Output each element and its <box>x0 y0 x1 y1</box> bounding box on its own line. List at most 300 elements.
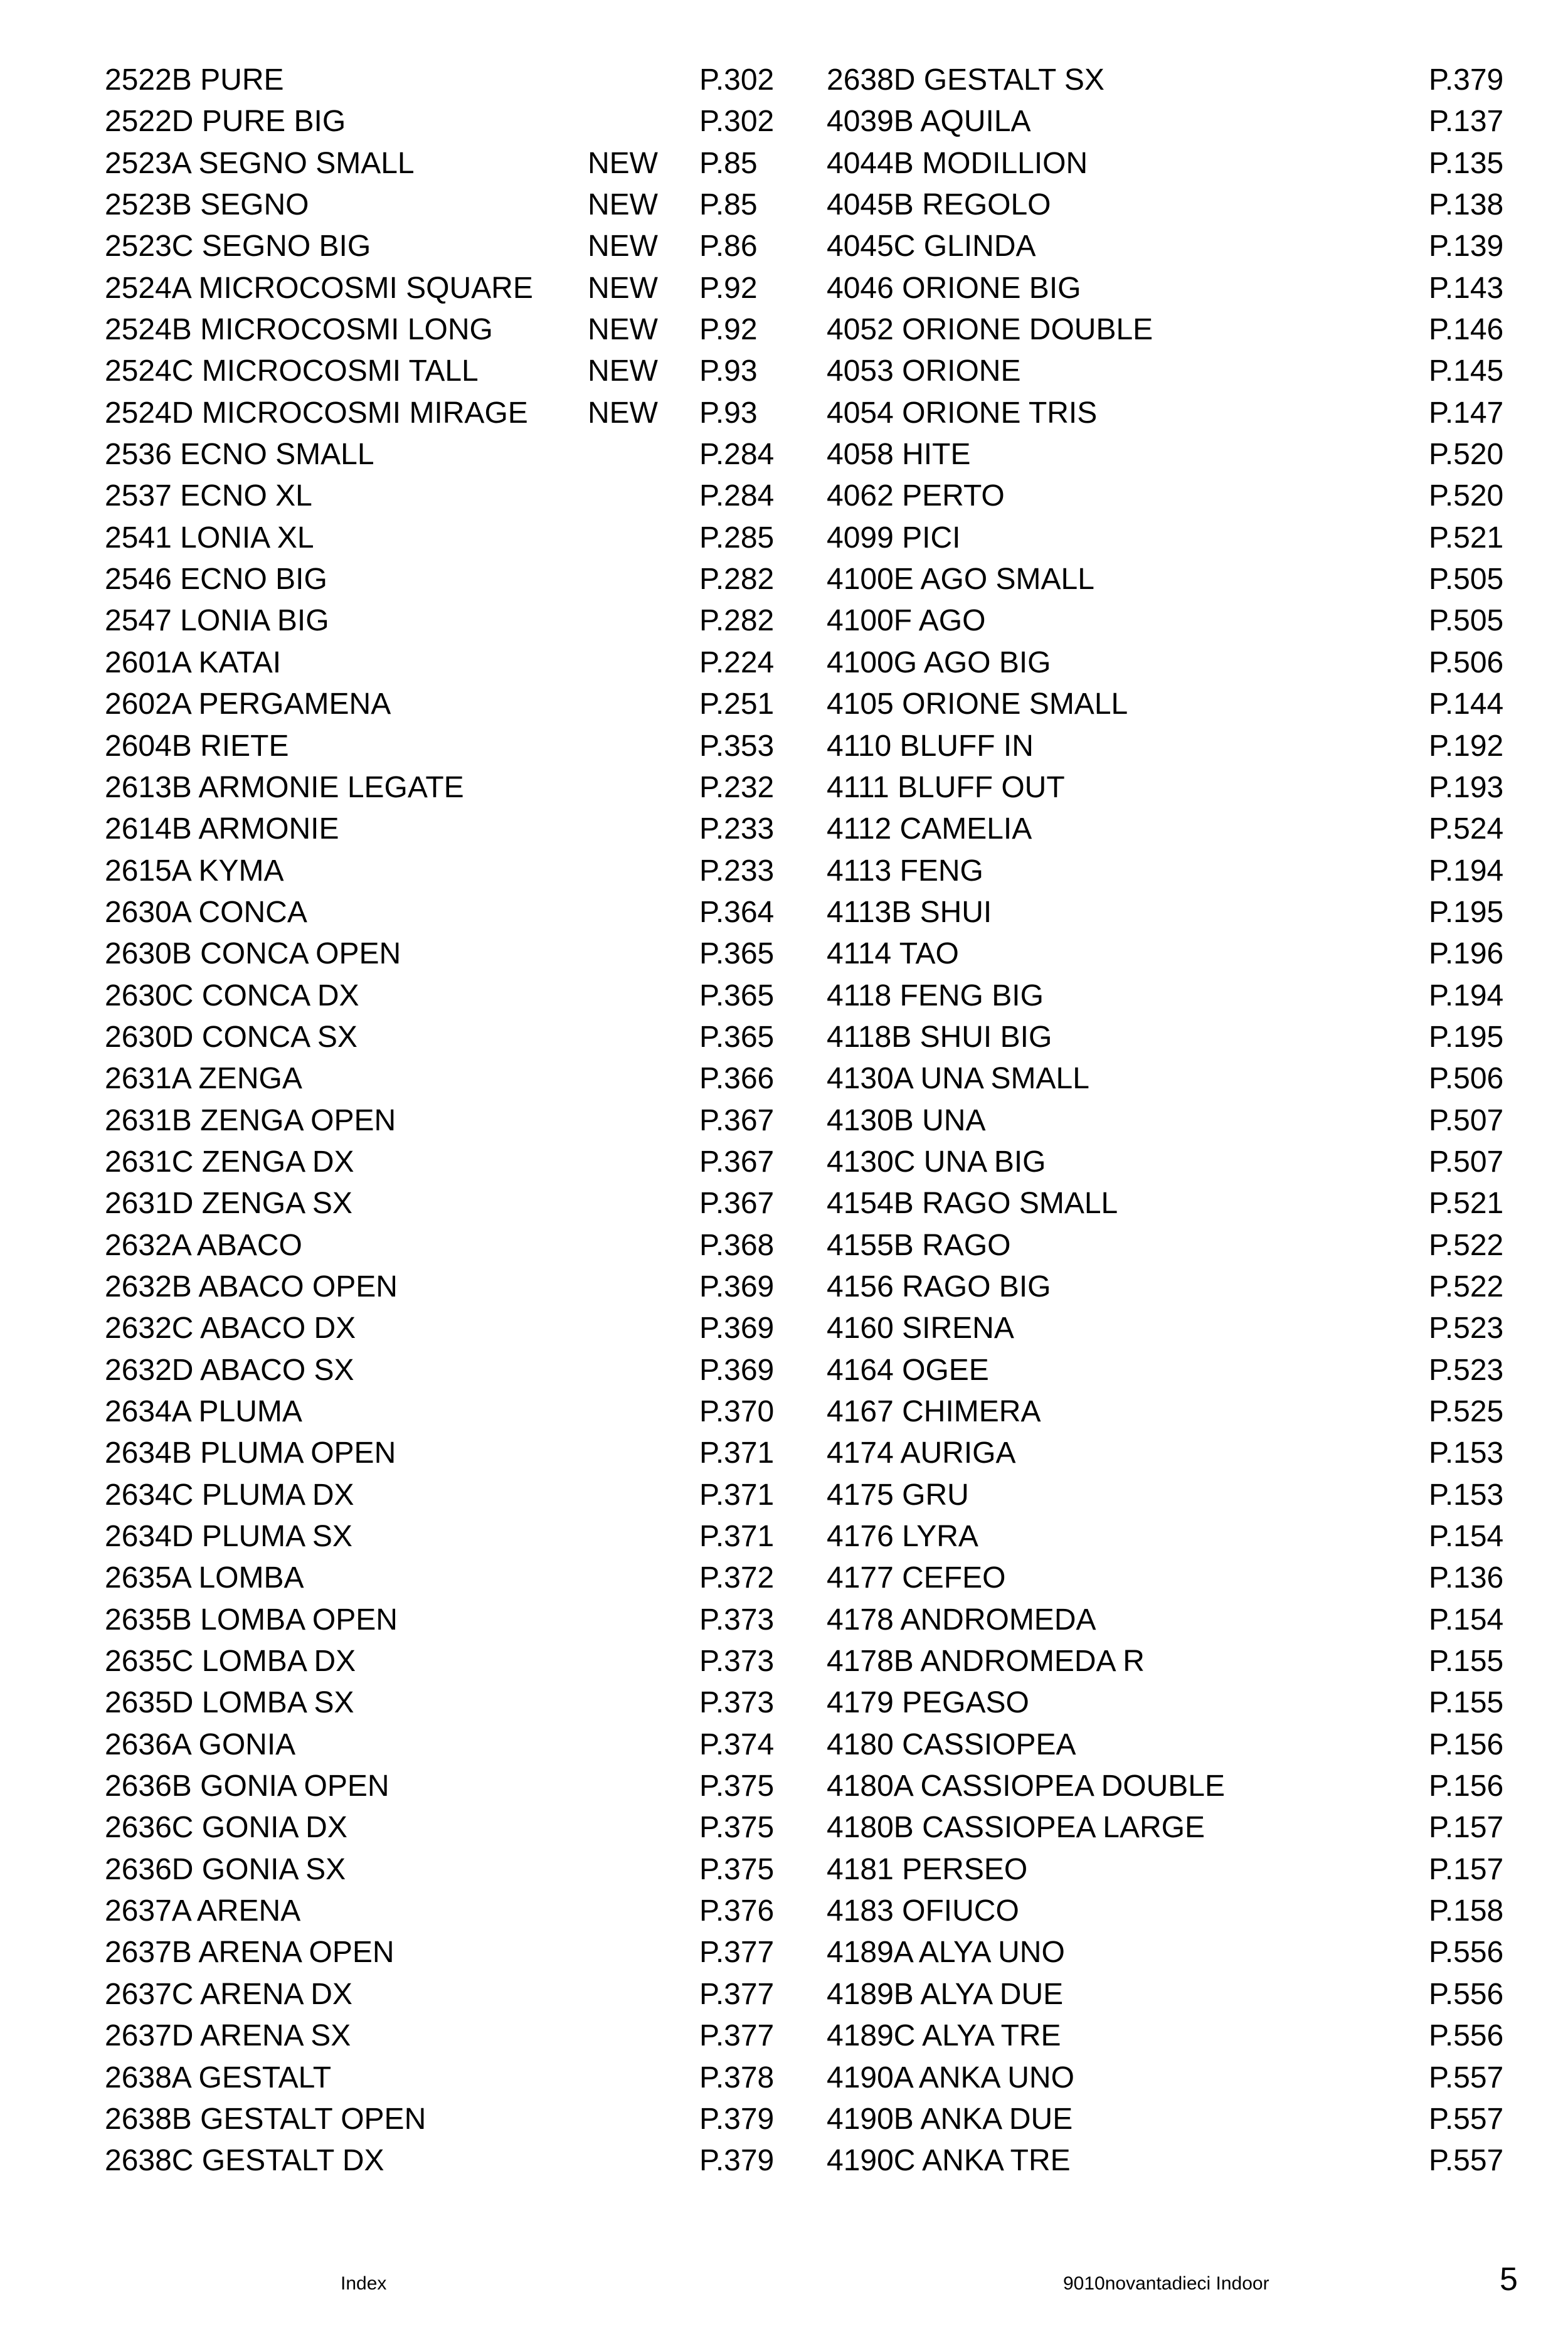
entry-page-ref: P.302 <box>699 63 775 97</box>
index-row <box>827 851 1510 892</box>
entry-label: 4164 OGEE <box>827 1353 989 1387</box>
entry-label: 2632B ABACO OPEN <box>105 1270 398 1303</box>
index-row <box>105 1183 820 1224</box>
entry-page-ref: P.524 <box>1429 812 1504 846</box>
index-row <box>105 642 820 684</box>
entry-label: 2634D PLUMA SX <box>105 1520 352 1554</box>
entry-label: 4058 HITE <box>827 438 971 472</box>
entry-page-ref: P.522 <box>1429 1228 1504 1262</box>
entry-label: 2630B CONCA OPEN <box>105 937 401 971</box>
index-row <box>105 1017 820 1058</box>
entry-label: 4190C ANKA TRE <box>827 2144 1071 2178</box>
entry-page-ref: P.195 <box>1429 895 1504 929</box>
index-row <box>105 1557 820 1599</box>
entry-label: 2524D MICROCOSMI MIRAGE <box>105 396 528 430</box>
entry-label: 4045C GLINDA <box>827 230 1036 263</box>
index-row <box>827 892 1510 933</box>
entry-label: 4181 PERSEO <box>827 1852 1028 1886</box>
entry-page-ref: P.282 <box>699 563 775 597</box>
entry-page-ref: P.85 <box>699 188 758 222</box>
entry-label: 2636A GONIA <box>105 1727 296 1761</box>
index-row <box>105 1600 820 1641</box>
entry-page-ref: P.194 <box>1429 854 1504 888</box>
entry-page-ref: P.505 <box>1429 563 1504 597</box>
entry-page-ref: P.376 <box>699 1894 775 1928</box>
index-row <box>827 1724 1510 1766</box>
entry-page-ref: P.282 <box>699 604 775 638</box>
entry-page-ref: P.557 <box>1429 2061 1504 2094</box>
index-row <box>105 1766 820 1807</box>
entry-label: 4189C ALYA TRE <box>827 2019 1061 2053</box>
entry-page-ref: P.379 <box>1429 63 1504 97</box>
entry-page-ref: P.365 <box>699 937 775 971</box>
entry-page-ref: P.367 <box>699 1103 775 1137</box>
entry-page-ref: P.284 <box>699 438 775 472</box>
entry-label: 2536 ECNO SMALL <box>105 438 374 472</box>
entry-label: 2522B PURE <box>105 63 284 97</box>
entry-page-ref: P.375 <box>699 1769 775 1803</box>
entry-label: 2631D ZENGA SX <box>105 1187 352 1221</box>
index-row <box>105 809 820 850</box>
entry-page-ref: P.137 <box>1429 105 1504 139</box>
entry-label: 2523A SEGNO SMALL <box>105 146 415 180</box>
entry-page-ref: P.284 <box>699 479 775 513</box>
entry-page-ref: P.302 <box>699 105 775 139</box>
index-row <box>105 600 820 642</box>
index-row <box>827 559 1510 600</box>
entry-page-ref: P.145 <box>1429 354 1504 388</box>
entry-label: 2638C GESTALT DX <box>105 2144 384 2178</box>
index-row <box>105 517 820 559</box>
entry-page-ref: P.154 <box>1429 1520 1504 1554</box>
footer-section-label: Index <box>341 2273 387 2294</box>
index-row <box>827 1600 1510 1641</box>
entry-label: 4113B SHUI <box>827 895 992 929</box>
index-row <box>827 2140 1510 2182</box>
entry-page-ref: P.365 <box>699 979 775 1012</box>
index-row <box>827 226 1510 267</box>
entry-label: 2615A KYMA <box>105 854 284 888</box>
index-row <box>105 1641 820 1682</box>
entry-label: 2537 ECNO XL <box>105 479 312 513</box>
entry-page-ref: P.375 <box>699 1852 775 1886</box>
entry-page-ref: P.144 <box>1429 687 1504 721</box>
index-row <box>105 393 820 434</box>
entry-page-ref: P.154 <box>1429 1603 1504 1637</box>
entry-label: 4130B UNA <box>827 1103 986 1137</box>
index-row <box>827 2057 1510 2099</box>
index-row <box>827 1183 1510 1224</box>
entry-label: 2636B GONIA OPEN <box>105 1769 389 1803</box>
entry-label: 2637A ARENA <box>105 1894 301 1928</box>
entry-page-ref: P.136 <box>1429 1561 1504 1595</box>
entry-label: 4176 LYRA <box>827 1520 978 1554</box>
entry-label: 2546 ECNO BIG <box>105 563 327 597</box>
index-row <box>827 1433 1510 1474</box>
entry-page-ref: P.139 <box>1429 230 1504 263</box>
index-row <box>105 2099 820 2140</box>
entry-page-ref: P.195 <box>1429 1020 1504 1054</box>
entry-label: 2634B PLUMA OPEN <box>105 1436 396 1470</box>
index-row <box>827 2099 1510 2140</box>
entry-label: 2635B LOMBA OPEN <box>105 1603 398 1637</box>
entry-page-ref: P.369 <box>699 1270 775 1303</box>
entry-page-ref: P.507 <box>1429 1145 1504 1179</box>
index-row <box>105 475 820 517</box>
index-row <box>827 767 1510 809</box>
index-row <box>105 851 820 892</box>
entry-page-ref: P.521 <box>1429 521 1504 554</box>
index-row <box>105 2015 820 2057</box>
entry-label: 4189A ALYA UNO <box>827 1936 1065 1970</box>
index-row <box>105 1100 820 1142</box>
entry-label: 4177 CEFEO <box>827 1561 1006 1595</box>
index-row <box>827 309 1510 351</box>
index-row <box>105 1350 820 1391</box>
entry-label: 2630D CONCA SX <box>105 1020 358 1054</box>
entry-label: 2524B MICROCOSMI LONG <box>105 313 493 347</box>
entry-page-ref: P.525 <box>1429 1395 1504 1428</box>
index-row <box>105 2057 820 2099</box>
entry-page-ref: P.146 <box>1429 313 1504 347</box>
entry-page-ref: P.92 <box>699 271 758 305</box>
entry-label: 2604B RIETE <box>105 729 289 763</box>
index-row <box>827 184 1510 226</box>
index-row <box>105 975 820 1017</box>
entry-label: 2630A CONCA <box>105 895 307 929</box>
index-row <box>827 393 1510 434</box>
index-row <box>827 1225 1510 1266</box>
entry-label: 4099 PICI <box>827 521 961 554</box>
index-row <box>827 1475 1510 1516</box>
entry-page-ref: P.251 <box>699 687 775 721</box>
entry-page-ref: P.232 <box>699 770 775 804</box>
entry-label: 2523C SEGNO BIG <box>105 230 371 263</box>
index-row <box>827 684 1510 725</box>
entry-page-ref: P.371 <box>699 1478 775 1512</box>
entry-page-ref: P.367 <box>699 1187 775 1221</box>
entry-page-ref: P.93 <box>699 354 758 388</box>
entry-label: 4110 BLUFF IN <box>827 729 1034 763</box>
index-row <box>827 1017 1510 1058</box>
entry-label: 4190A ANKA UNO <box>827 2061 1074 2094</box>
entry-page-ref: P.378 <box>699 2061 775 2094</box>
new-badge: NEW <box>588 230 658 263</box>
index-row <box>827 60 1510 101</box>
entry-page-ref: P.523 <box>1429 1312 1504 1345</box>
entry-label: 2637C ARENA DX <box>105 1977 352 2011</box>
index-row <box>105 351 820 392</box>
entry-label: 2635D LOMBA SX <box>105 1686 354 1720</box>
entry-page-ref: P.371 <box>699 1520 775 1554</box>
entry-label: 2614B ARMONIE <box>105 812 339 846</box>
entry-page-ref: P.153 <box>1429 1478 1504 1512</box>
entry-label: 2602A PERGAMENA <box>105 687 391 721</box>
entry-label: 2632D ABACO SX <box>105 1353 354 1387</box>
index-row <box>105 184 820 226</box>
entry-label: 4100E AGO SMALL <box>827 563 1094 597</box>
entry-page-ref: P.158 <box>1429 1894 1504 1928</box>
entry-label: 2635A LOMBA <box>105 1561 304 1595</box>
index-row <box>105 2140 820 2182</box>
entry-label: 4175 GRU <box>827 1478 969 1512</box>
entry-page-ref: P.147 <box>1429 396 1504 430</box>
entry-label: 2635C LOMBA DX <box>105 1645 356 1679</box>
entry-label: 4156 RAGO BIG <box>827 1270 1051 1303</box>
entry-label: 4062 PERTO <box>827 479 1005 513</box>
entry-page-ref: P.373 <box>699 1645 775 1679</box>
entry-label: 4155B RAGO <box>827 1228 1011 1262</box>
entry-label: 4178 ANDROMEDA <box>827 1603 1096 1637</box>
entry-page-ref: P.157 <box>1429 1852 1504 1886</box>
entry-label: 2613B ARMONIE LEGATE <box>105 770 464 804</box>
entry-label: 4044B MODILLION <box>827 146 1088 180</box>
entry-page-ref: P.85 <box>699 146 758 180</box>
index-row <box>827 1266 1510 1308</box>
entry-page-ref: P.521 <box>1429 1187 1504 1221</box>
entry-page-ref: P.556 <box>1429 1936 1504 1970</box>
entry-page-ref: P.377 <box>699 2019 775 2053</box>
entry-label: 4113 FENG <box>827 854 983 888</box>
new-badge: NEW <box>588 396 658 430</box>
entry-label: 4100G AGO BIG <box>827 645 1051 679</box>
entry-page-ref: P.368 <box>699 1228 775 1262</box>
index-row <box>105 1142 820 1183</box>
entry-page-ref: P.196 <box>1429 937 1504 971</box>
entry-label: 4180A CASSIOPEA DOUBLE <box>827 1769 1225 1803</box>
index-row <box>827 1391 1510 1433</box>
entry-label: 2541 LONIA XL <box>105 521 314 554</box>
entry-page-ref: P.377 <box>699 1936 775 1970</box>
entry-page-ref: P.224 <box>699 645 775 679</box>
index-row <box>105 309 820 351</box>
index-row <box>827 809 1510 850</box>
index-row <box>827 642 1510 684</box>
entry-page-ref: P.353 <box>699 729 775 763</box>
entry-label: 2523B SEGNO <box>105 188 309 222</box>
entry-page-ref: P.367 <box>699 1145 775 1179</box>
entry-label: 2524C MICROCOSMI TALL <box>105 354 479 388</box>
entry-label: 4189B ALYA DUE <box>827 1977 1064 2011</box>
index-row <box>105 1225 820 1266</box>
entry-label: 2634C PLUMA DX <box>105 1478 354 1512</box>
entry-label: 2638D GESTALT SX <box>827 63 1104 97</box>
entry-page-ref: P.520 <box>1429 479 1504 513</box>
entry-page-ref: P.155 <box>1429 1645 1504 1679</box>
entry-page-ref: P.285 <box>699 521 775 554</box>
entry-page-ref: P.373 <box>699 1603 775 1637</box>
entry-label: 4118B SHUI BIG <box>827 1020 1052 1054</box>
entry-page-ref: P.369 <box>699 1312 775 1345</box>
entry-page-ref: P.155 <box>1429 1686 1504 1720</box>
new-badge: NEW <box>588 146 658 180</box>
index-row <box>105 1682 820 1724</box>
entry-label: 4130A UNA SMALL <box>827 1062 1089 1096</box>
entry-label: 4039B AQUILA <box>827 105 1031 139</box>
entry-label: 2638A GESTALT <box>105 2061 332 2094</box>
entry-label: 2547 LONIA BIG <box>105 604 329 638</box>
entry-page-ref: P.194 <box>1429 979 1504 1012</box>
index-row <box>105 892 820 933</box>
new-badge: NEW <box>588 188 658 222</box>
entry-label: 4183 OFIUCO <box>827 1894 1019 1928</box>
entry-label: 4114 TAO <box>827 937 959 971</box>
index-row <box>105 1266 820 1308</box>
entry-label: 2632C ABACO DX <box>105 1312 356 1345</box>
entry-label: 2636D GONIA SX <box>105 1852 346 1886</box>
entry-page-ref: P.557 <box>1429 2144 1504 2178</box>
index-row <box>827 975 1510 1017</box>
entry-label: 4179 PEGASO <box>827 1686 1029 1720</box>
entry-page-ref: P.369 <box>699 1353 775 1387</box>
index-row <box>827 1891 1510 1932</box>
index-column-right <box>827 60 1510 2182</box>
index-row <box>827 1849 1510 1891</box>
index-row <box>105 1475 820 1516</box>
entry-page-ref: P.233 <box>699 812 775 846</box>
entry-label: 2634A PLUMA <box>105 1395 302 1428</box>
index-row <box>827 1557 1510 1599</box>
entry-page-ref: P.138 <box>1429 188 1504 222</box>
new-badge: NEW <box>588 313 658 347</box>
index-row <box>827 101 1510 142</box>
entry-label: 2630C CONCA DX <box>105 979 359 1012</box>
entry-label: 4112 CAMELIA <box>827 812 1032 846</box>
entry-label: 4167 CHIMERA <box>827 1395 1041 1428</box>
index-row <box>105 1433 820 1474</box>
index-row <box>105 684 820 725</box>
entry-page-ref: P.556 <box>1429 2019 1504 2053</box>
entry-label: 2636C GONIA DX <box>105 1811 347 1845</box>
entry-label: 4052 ORIONE DOUBLE <box>827 313 1153 347</box>
index-row <box>827 268 1510 309</box>
entry-page-ref: P.156 <box>1429 1769 1504 1803</box>
new-badge: NEW <box>588 354 658 388</box>
entry-label: 2524A MICROCOSMI SQUARE <box>105 271 533 305</box>
entry-page-ref: P.153 <box>1429 1436 1504 1470</box>
entry-page-ref: P.86 <box>699 230 758 263</box>
footer-page-number: 5 <box>1500 2261 1518 2298</box>
index-row <box>105 143 820 184</box>
index-row <box>105 434 820 475</box>
entry-page-ref: P.375 <box>699 1811 775 1845</box>
entry-page-ref: P.520 <box>1429 438 1504 472</box>
entry-page-ref: P.364 <box>699 895 775 929</box>
entry-label: 2631A ZENGA <box>105 1062 302 1096</box>
index-row <box>105 1891 820 1932</box>
index-row <box>105 559 820 600</box>
entry-label: 4174 AURIGA <box>827 1436 1016 1470</box>
index-row <box>827 434 1510 475</box>
entry-label: 2638B GESTALT OPEN <box>105 2102 426 2136</box>
index-row <box>105 101 820 142</box>
entry-label: 2631B ZENGA OPEN <box>105 1103 396 1137</box>
entry-label: 4160 SIRENA <box>827 1312 1014 1345</box>
index-row <box>105 1974 820 2015</box>
entry-page-ref: P.365 <box>699 1020 775 1054</box>
entry-page-ref: P.157 <box>1429 1811 1504 1845</box>
entry-page-ref: P.505 <box>1429 604 1504 638</box>
entry-label: 2631C ZENGA DX <box>105 1145 354 1179</box>
index-row <box>105 1849 820 1891</box>
index-row <box>827 1974 1510 2015</box>
index-row <box>827 1766 1510 1807</box>
entry-label: 4154B RAGO SMALL <box>827 1187 1118 1221</box>
index-row <box>827 1682 1510 1724</box>
index-row <box>827 143 1510 184</box>
entry-label: 4118 FENG BIG <box>827 979 1044 1012</box>
entry-page-ref: P.92 <box>699 313 758 347</box>
index-row <box>105 226 820 267</box>
entry-label: 4053 ORIONE <box>827 354 1021 388</box>
index-row <box>827 1641 1510 1682</box>
index-row <box>827 1350 1510 1391</box>
index-row <box>827 1516 1510 1557</box>
entry-page-ref: P.93 <box>699 396 758 430</box>
entry-page-ref: P.374 <box>699 1727 775 1761</box>
entry-page-ref: P.522 <box>1429 1270 1504 1303</box>
entry-page-ref: P.507 <box>1429 1103 1504 1137</box>
index-row <box>105 1724 820 1766</box>
index-row <box>827 726 1510 767</box>
index-row <box>105 1807 820 1849</box>
entry-label: 2632A ABACO <box>105 1228 302 1262</box>
entry-label: 4180 CASSIOPEA <box>827 1727 1076 1761</box>
index-row <box>105 933 820 975</box>
footer-catalog-label: 9010novantadieci Indoor <box>1063 2273 1269 2294</box>
entry-label: 4178B ANDROMEDA R <box>827 1645 1145 1679</box>
entry-page-ref: P.373 <box>699 1686 775 1720</box>
index-row <box>827 1100 1510 1142</box>
index-row <box>827 475 1510 517</box>
index-row <box>105 60 820 101</box>
index-row <box>105 1058 820 1100</box>
index-row <box>105 1932 820 1973</box>
index-row <box>827 1308 1510 1349</box>
new-badge: NEW <box>588 271 658 305</box>
entry-page-ref: P.523 <box>1429 1353 1504 1387</box>
index-row <box>105 726 820 767</box>
entry-page-ref: P.156 <box>1429 1727 1504 1761</box>
entry-page-ref: P.135 <box>1429 146 1504 180</box>
entry-page-ref: P.556 <box>1429 1977 1504 2011</box>
entry-label: 4111 BLUFF OUT <box>827 770 1065 804</box>
index-row <box>105 1308 820 1349</box>
index-row <box>827 351 1510 392</box>
index-row <box>827 1932 1510 1973</box>
entry-label: 4130C UNA BIG <box>827 1145 1046 1179</box>
index-row <box>105 1391 820 1433</box>
entry-page-ref: P.379 <box>699 2102 775 2136</box>
entry-page-ref: P.233 <box>699 854 775 888</box>
entry-page-ref: P.371 <box>699 1436 775 1470</box>
entry-page-ref: P.366 <box>699 1062 775 1096</box>
index-row <box>827 1142 1510 1183</box>
index-row <box>827 517 1510 559</box>
index-row <box>827 2015 1510 2057</box>
entry-label: 4054 ORIONE TRIS <box>827 396 1098 430</box>
entry-label: 4180B CASSIOPEA LARGE <box>827 1811 1205 1845</box>
index-column-left <box>105 60 820 2182</box>
index-row <box>105 268 820 309</box>
entry-page-ref: P.377 <box>699 1977 775 2011</box>
entry-label: 4046 ORIONE BIG <box>827 271 1081 305</box>
entry-label: 2637D ARENA SX <box>105 2019 351 2053</box>
entry-page-ref: P.370 <box>699 1395 775 1428</box>
entry-label: 4100F AGO <box>827 604 986 638</box>
entry-page-ref: P.506 <box>1429 1062 1504 1096</box>
index-row <box>827 1807 1510 1849</box>
